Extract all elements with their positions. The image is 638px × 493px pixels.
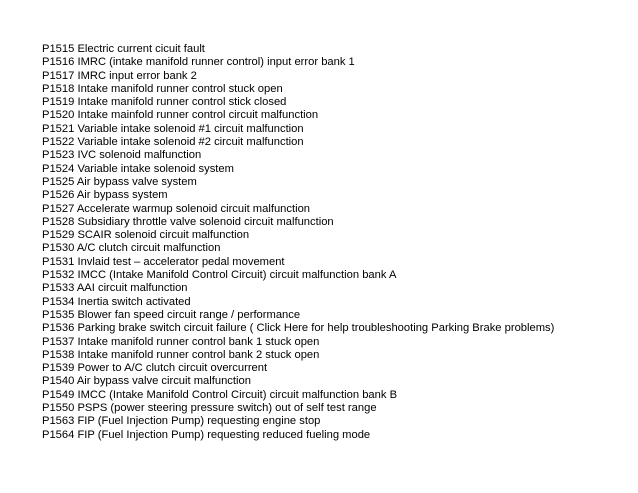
code-line-p1535: P1535 Blower fan speed circuit range / performance: [42, 308, 301, 321]
code-line-p1523: P1523 IVC solenoid malfunction: [42, 149, 202, 162]
code-line-p1518: P1518 Intake manifold runner control stuck open: [42, 82, 283, 95]
code-line-p1540: P1540 Air bypass valve circuit malfunction: [42, 375, 251, 388]
code-line-p1517: P1517 IMRC input error bank 2: [42, 69, 197, 82]
code-line-p1532: P1532 IMCC (Intake Manifold Control Circuit) circuit malfunction bank A: [42, 269, 397, 282]
code-line-p1538: P1538 Intake manifold runner control bank 2 stuck open: [42, 348, 320, 361]
code-line-p1521: P1521 Variable intake solenoid #1 circuit malfunction: [42, 122, 304, 135]
code-line-p1550: P1550 PSPS (power steering pressure switch) out of self test range: [42, 402, 377, 415]
code-line-p1549: P1549 IMCC (Intake Manifold Control Circuit) circuit malfunction bank B: [42, 388, 398, 401]
code-line-p1533: P1533 AAI circuit malfunction: [42, 282, 188, 295]
code-line-p1534: P1534 Inertia switch activated: [42, 295, 191, 308]
code-line-p1516: P1516 IMRC (intake manifold runner control) input error bank 1: [42, 56, 355, 69]
code-line-p1530: P1530 A/C clutch circuit malfunction: [42, 242, 221, 255]
code-line-p1526: P1526 Air bypass system: [42, 189, 168, 202]
code-line-p1525: P1525 Air bypass valve system: [42, 175, 197, 188]
diagnostic-code-list: [42, 43, 554, 442]
code-line-p1527: P1527 Accelerate warmup solenoid circuit malfunction: [42, 202, 311, 215]
code-line-p1524: P1524 Variable intake solenoid system: [42, 162, 234, 175]
code-line-p1519: P1519 Intake manifold runner control stick closed: [42, 96, 287, 109]
code-line-p1520: P1520 Intake mainfold runner control circuit malfunction: [42, 109, 319, 122]
code-line-p1515: P1515 Electric current cicuit fault: [42, 43, 205, 55]
code-line-p1528: P1528 Subsidiary throttle valve solenoid circuit malfunction: [42, 215, 334, 228]
code-line-p1531: P1531 Invlaid test – accelerator pedal movement: [42, 255, 285, 268]
code-line-p1564: P1564 FIP (Fuel Injection Pump) requesting reduced fueling mode: [42, 428, 371, 441]
code-line-p1522: P1522 Variable intake solenoid #2 circuit malfunction: [42, 136, 304, 149]
code-line-p1563: P1563 FIP (Fuel Injection Pump) requesting engine stop: [42, 415, 321, 428]
code-line-p1539: P1539 Power to A/C clutch circuit overcurrent: [42, 362, 268, 375]
code-line-p1529: P1529 SCAIR solenoid circuit malfunction: [42, 229, 250, 242]
code-line-p1537: P1537 Intake manifold runner control bank 1 stuck open: [42, 335, 320, 348]
code-line-p1536: P1536 Parking brake switch circuit failure ( Click Here for help troubleshooting Parking Brake problems): [42, 322, 555, 335]
